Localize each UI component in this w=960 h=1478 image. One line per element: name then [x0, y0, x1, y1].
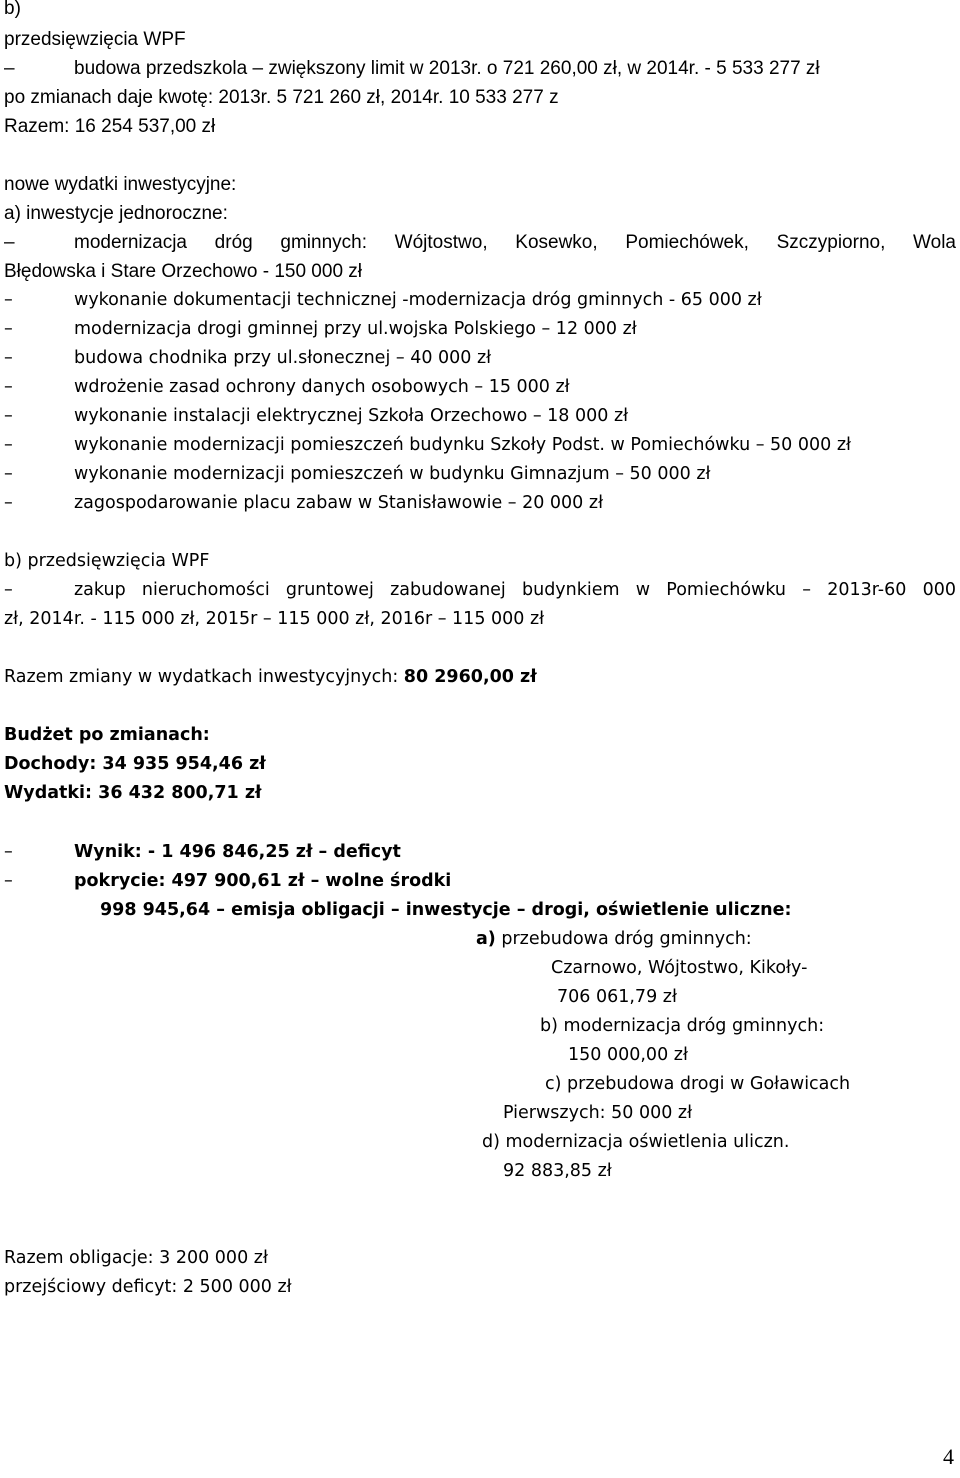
dash-bullet: – — [4, 406, 13, 426]
invest-total-label: Razem zmiany w wydatkach inwestycyjnych: — [4, 667, 404, 687]
bond-item-a-places: Czarnowo, Wójtostwo, Kikoły- — [551, 958, 808, 978]
list-item-text: budowa przedszkola – zwiększony limit w 2013r. o 721 260,00 zł, w 2014r. - 5 533 277 zł — [74, 58, 820, 79]
list-item-text: wdrożenie zasad ochrony danych osobowych – 15 000 zł — [74, 377, 570, 397]
bond-item-b-amount: 150 000,00 zł — [568, 1045, 688, 1065]
bond-item-c-amount: Pierwszych: 50 000 zł — [503, 1103, 693, 1123]
transitional-deficit: przejściowy deficyt: 2 500 000 zł — [4, 1277, 292, 1297]
invest-total-value: 80 2960,00 zł — [403, 667, 537, 687]
list-item-text: wykonanie instalacji elektrycznej Szkoła Orzechowo – 18 000 zł — [74, 406, 629, 426]
list-item-text: modernizacja dróg gminnych: Wójtostwo, Kosewko, Pomiechówek, Szczypiorno, Wola — [74, 232, 956, 253]
list-item-text: wykonanie modernizacji pomieszczeń budynku Szkoły Podst. w Pomiechówku – 50 000 zł — [74, 435, 851, 455]
budget-bonds: 998 945,64 – emisja obligacji – inwestycje – drogi, oświetlenie uliczne: — [100, 900, 792, 920]
list-item-continuation: Błędowska i Stare Orzechowo - 150 000 zł — [4, 261, 363, 282]
list-item-continuation: po zmianach daje kwotę: 2013r. 5 721 260 zł, 2014r. 10 533 277 z — [4, 87, 559, 108]
bond-item-b: b) modernizacja dróg gminnych: — [540, 1016, 825, 1036]
list-item-text: zagospodarowanie placu zabaw w Stanisławowie – 20 000 zł — [74, 493, 604, 513]
list-item-text: zakup nieruchomości gruntowej zabudowanej budynkiem w Pomiechówku – 2013r-60 000 — [74, 580, 956, 600]
dash-bullet: – — [4, 871, 13, 891]
bond-item-a-label: a) — [476, 929, 496, 949]
dash-bullet: – — [4, 290, 13, 310]
bond-item-a — [476, 925, 752, 954]
invest-sub-b: b) przedsięwzięcia WPF — [4, 551, 210, 571]
page-number: 4 — [943, 1444, 954, 1469]
list-item-continuation: zł, 2014r. - 115 000 zł, 2015r – 115 000 zł, 2016r – 115 000 zł — [4, 609, 545, 629]
bond-item-c: c) przebudowa drogi w Goławicach — [545, 1074, 851, 1094]
dash-bullet: – — [4, 464, 13, 484]
dash-bullet: – — [4, 435, 13, 455]
dash-bullet: – — [4, 58, 15, 79]
invest-heading: nowe wydatki inwestycyjne: — [4, 174, 237, 195]
total-line: Razem: 16 254 537,00 zł — [4, 116, 216, 137]
invest-total — [4, 663, 537, 692]
budget-heading: Budżet po zmianach: — [4, 725, 210, 745]
dash-bullet: – — [4, 493, 13, 513]
dash-bullet: – — [4, 232, 15, 253]
dash-bullet: – — [4, 348, 13, 368]
bond-item-d: d) modernizacja oświetlenia uliczn. — [482, 1132, 790, 1152]
bond-item-d-amount: 92 883,85 zł — [503, 1161, 612, 1181]
dash-bullet: – — [4, 842, 13, 862]
list-item-text: modernizacja drogi gminnej przy ul.wojska Polskiego – 12 000 zł — [74, 319, 637, 339]
budget-expenses: Wydatki: 36 432 800,71 zł — [4, 783, 262, 803]
bonds-total: Razem obligacje: 3 200 000 zł — [4, 1248, 268, 1268]
bond-item-a-text: przebudowa dróg gminnych: — [495, 929, 752, 949]
section-heading-b: b) — [4, 0, 21, 19]
wpf-heading: przedsięwzięcia WPF — [4, 29, 186, 50]
bond-item-a-amount: 706 061,79 zł — [557, 987, 677, 1007]
dash-bullet: – — [4, 377, 13, 397]
budget-result: Wynik: - 1 496 846,25 zł – deficyt — [74, 842, 401, 862]
budget-coverage: pokrycie: 497 900,61 zł – wolne środki — [74, 871, 452, 891]
dash-bullet: – — [4, 319, 13, 339]
budget-income: Dochody: 34 935 954,46 zł — [4, 754, 266, 774]
dash-bullet: – — [4, 580, 13, 600]
invest-sub-a: a) inwestycje jednoroczne: — [4, 203, 228, 224]
list-item-text: budowa chodnika przy ul.słonecznej – 40 000 zł — [74, 348, 492, 368]
list-item-text: wykonanie modernizacji pomieszczeń w budynku Gimnazjum – 50 000 zł — [74, 464, 711, 484]
list-item-text: wykonanie dokumentacji technicznej -modernizacja dróg gminnych - 65 000 zł — [74, 290, 762, 310]
